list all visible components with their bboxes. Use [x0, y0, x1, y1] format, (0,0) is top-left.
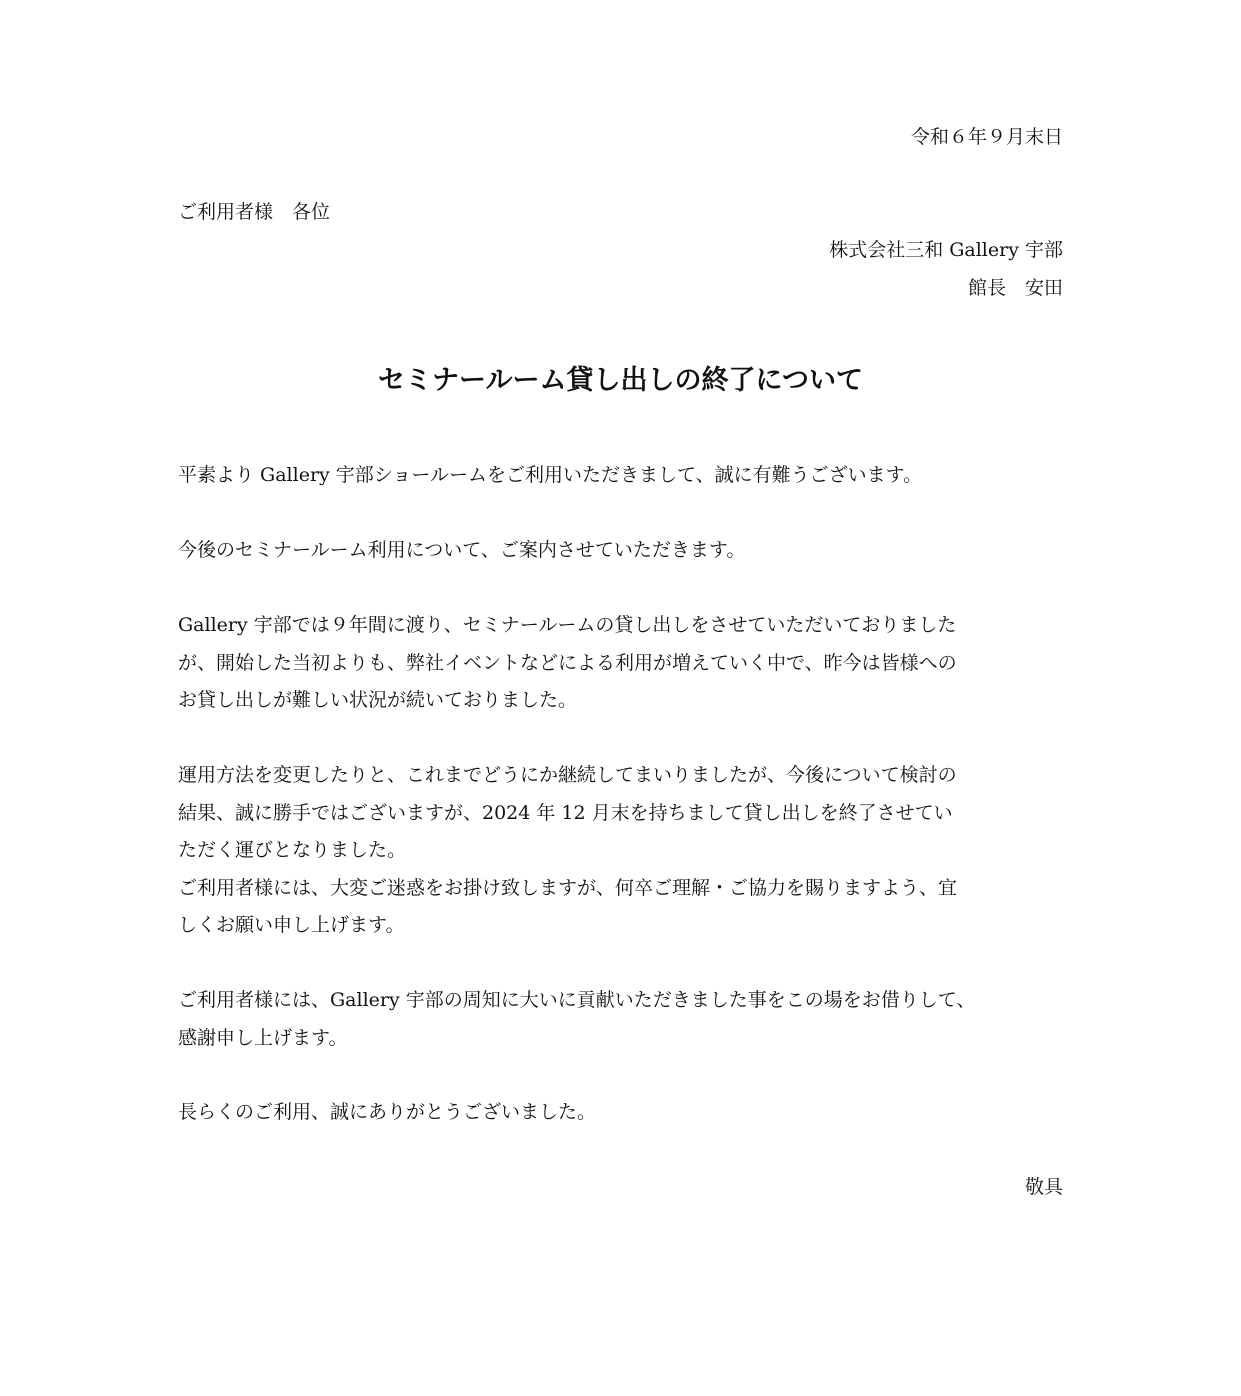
body-paragraph-4-line-3: ただく運びとなりました。 [178, 839, 407, 861]
body-paragraph-3-line-1: Gallery 宇部では９年間に渡り、セミナールームの貸し出しをさせていただいておりました [178, 614, 957, 636]
body-paragraph-1: 平素より Gallery 宇部ショールームをご利用いただきまして、誠に有難うございます。 [178, 464, 923, 486]
body-paragraph-4-line-2: 結果、誠に勝手ではございますが、2024 年 12 月末を持ちまして貸し出しを終了させてい [178, 802, 953, 824]
body-paragraph-5-line-1: ご利用者様には、Gallery 宇部の周知に大いに貢献いただきました事をこの場をお借りして、 [178, 989, 976, 1011]
body-paragraph-4-line-4: ご利用者様には、大変ご迷惑をお掛け致しますが、何卒ご理解・ご協力を賜りますよう、宜 [178, 877, 958, 899]
sender-person: 館長 安田 [967, 277, 1063, 299]
closing-keigu: 敬具 [1024, 1176, 1063, 1198]
body-paragraph-3-line-2: が、開始した当初よりも、弊社イベントなどによる利用が増えていく中で、昨今は皆様への [178, 652, 957, 674]
letter-title: セミナールーム貸し出しの終了について [378, 365, 863, 396]
body-paragraph-3-line-3: お貸し出しが難しい状況が続いておりました。 [178, 689, 578, 711]
letter-date: 令和６年９月末日 [910, 126, 1063, 148]
recipient-line: ご利用者様 各位 [178, 201, 331, 223]
body-paragraph-2: 今後のセミナールーム利用について、ご案内させていただきます。 [178, 539, 746, 561]
body-paragraph-5-line-2: 感謝申し上げます。 [178, 1027, 348, 1049]
body-paragraph-4-line-5: しくお願い申し上げます。 [178, 914, 405, 936]
body-paragraph-6: 長らくのご利用、誠にありがとうございました。 [178, 1101, 597, 1123]
sender-company: 株式会社三和 Gallery 宇部 [829, 239, 1063, 261]
body-paragraph-4-line-1: 運用方法を変更したりと、これまでどうにか継続してまいりましたが、今後について検討の [178, 764, 957, 786]
